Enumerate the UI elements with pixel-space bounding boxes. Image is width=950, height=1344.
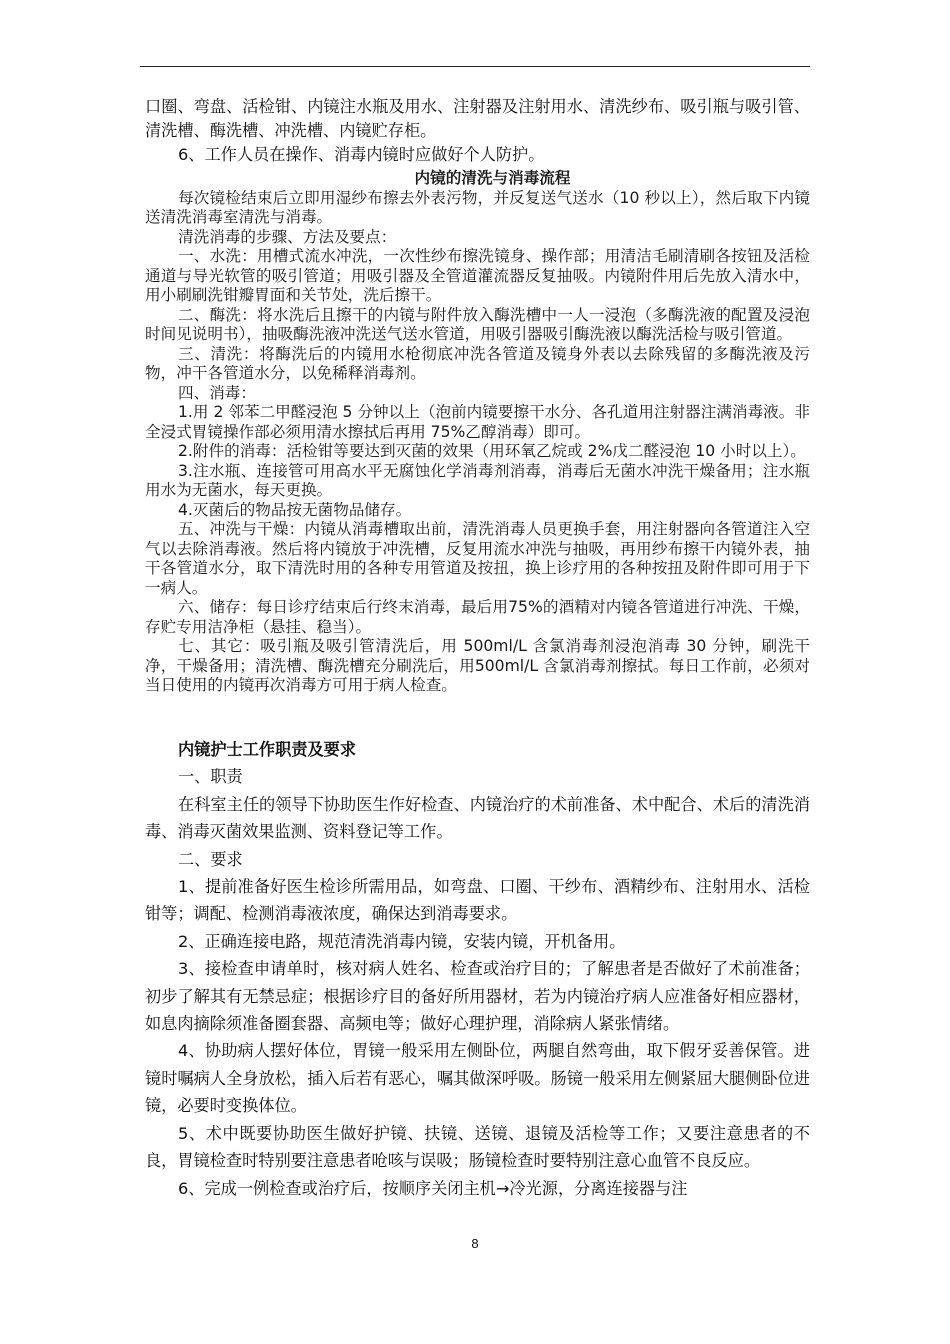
paragraph: 每次镜检结束后立即用湿纱布擦去外表污物，并反复送气送水（10 秒以上），然后取下内镜送清洗消毒室清洗与消毒。 [145, 188, 810, 226]
paragraph: 清洗消毒的步骤、方法及要点： [178, 227, 397, 246]
paragraph: 4、协助病人摆好体位，胃镜一般采用左侧卧位，两腿自然弯曲，取下假牙妥善保管。进镜时嘱病人全身放松，插入后若有恶心，嘱其做深呼吸。肠镜一般采用左侧紧屈大腿侧卧位进镜，必要时变换体位。 [145, 1041, 810, 1116]
paragraph: 二、要求 [178, 849, 243, 869]
header-rule [140, 66, 810, 67]
paragraph: 二、酶洗：将水洗后且擦干的内镜与附件放入酶洗槽中一人一浸泡（多酶洗液的配置及浸泡时间见说明书），抽吸酶洗液冲洗送气送水管道，用吸引器吸引酶洗液以酶洗活检与吸引管道。 [145, 305, 810, 343]
paragraph: 五、冲洗与干燥：内镜从消毒槽取出前，清洗消毒人员更换手套，用注射器向各管道注入空气以去除消毒液。然后将内镜放于冲洗槽，反复用流水冲洗与抽吸，再用纱布擦干内镜外表，抽干各管道水分，取下清洗时用的各种专用管道及按扭，换上诊疗用的各种按扭及附件即可用于下一病人。 [145, 520, 810, 597]
paragraph: 七、其它：吸引瓶及吸引管清洗后，用 500ml/L 含氯消毒剂浸泡消毒 30 分钟，刷洗干净，干燥备用；清洗槽、酶洗槽充分刷洗后，用500ml/L 含氯消毒剂擦拭。每日工作前，必须对当日使用的内镜再次消毒方可用于病人检查。 [145, 637, 810, 694]
paragraph: 3.注水瓶、连接管可用高水平无腐蚀化学消毒剂消毒，消毒后无菌水冲洗干燥备用；注水瓶用水为无菌水，每天更换。 [145, 461, 810, 499]
paragraph: 1、提前准备好医生检诊所需用品，如弯盘、口圈、干纱布、酒精纱布、注射用水、活检钳等；调配、检测消毒液浓度，确保达到消毒要求。 [145, 877, 810, 924]
paragraph: 一、职责 [178, 767, 243, 787]
paragraph: 6、工作人员在操作、消毒内镜时应做好个人防护。 [178, 145, 545, 164]
paragraph: 六、储存：每日诊疗结束后行终末消毒，最后用75%的酒精对内镜各管道进行冲洗、干燥，存贮专用洁净柜（悬挂、稳当）。 [145, 598, 810, 636]
cleaning-section [145, 169, 810, 696]
page-number: 8 [471, 1236, 479, 1251]
paragraph: 4.灭菌后的物品按无菌物品储存。 [178, 500, 412, 519]
duties-section [145, 736, 810, 1202]
paragraph: 四、消毒： [178, 383, 256, 402]
section-title: 内镜护士工作职责及要求 [178, 740, 357, 759]
paragraph: 口圈、弯盘、活检钳、内镜注水瓶及用水、注射器及注射用水、清洗纱布、吸引瓶与吸引管、清洗槽、酶洗槽、冲洗槽、内镜贮存柜。 [145, 97, 810, 140]
top-section [145, 95, 810, 167]
paragraph: 5、术中既要协助医生做好护镜、扶镜、送镜、退镜及活检等工作；又要注意患者的不良，胃镜检查时特别要注意患者呛咳与误吸；肠镜检查时要特别注意心血管不良反应。 [145, 1123, 810, 1171]
paragraph: 在科室主任的领导下协助医生作好检查、内镜治疗的术前准备、术中配合、术后的清洗消毒、消毒灭菌效果监测、资料登记等工作。 [145, 794, 810, 842]
paragraph: 一、水洗：用槽式流水冲洗，一次性纱布擦洗镜身、操作部；用清洁毛刷清刷各按钮及活检通道与导光软管的吸引管道；用吸引器及全管道灌流器反复抽吸。内镜附件用后先放入清水中，用小刷刷洗钳瓣胃面和关节处，洗后擦干。 [145, 247, 810, 304]
paragraph: 三、清洗：将酶洗后的内镜用水枪彻底冲洗各管道及镜身外表以去除残留的多酶洗液及污物，冲干各管道水分，以免稀释消毒剂。 [145, 344, 810, 382]
paragraph: 2、正确连接电路，规范清洗消毒内镜，安装内镜，开机备用。 [178, 931, 626, 951]
paragraph: 6、完成一例检查或治疗后，按顺序关闭主机→冷光源，分离连接器与注 [178, 1178, 688, 1198]
paragraph: 3、接检查申请单时，核对病人姓名、检查或治疗目的；了解患者是否做好了术前准备；初步了解其有无禁忌症；根据诊疗目的备好所用器材，若为内镜治疗病人应准备好相应器材，如息肉摘除须准备圈套器、高频电等；做好心理护理，消除病人紧张情绪。 [145, 959, 810, 1034]
paragraph: 1.用 2 邻苯二甲醛浸泡 5 分钟以上（泡前内镜要擦干水分、各孔道用注射器注满消毒液。非全浸式胃镜操作部必须用清水擦拭后再用 75%乙醇消毒）即可。 [145, 403, 810, 441]
section-title: 内镜的清洗与消毒流程 [414, 169, 571, 187]
paragraph: 2.附件的消毒：活检钳等要达到灭菌的效果（用环氧乙烷或 2%戊二醛浸泡 10 小时以上）。 [178, 442, 806, 460]
